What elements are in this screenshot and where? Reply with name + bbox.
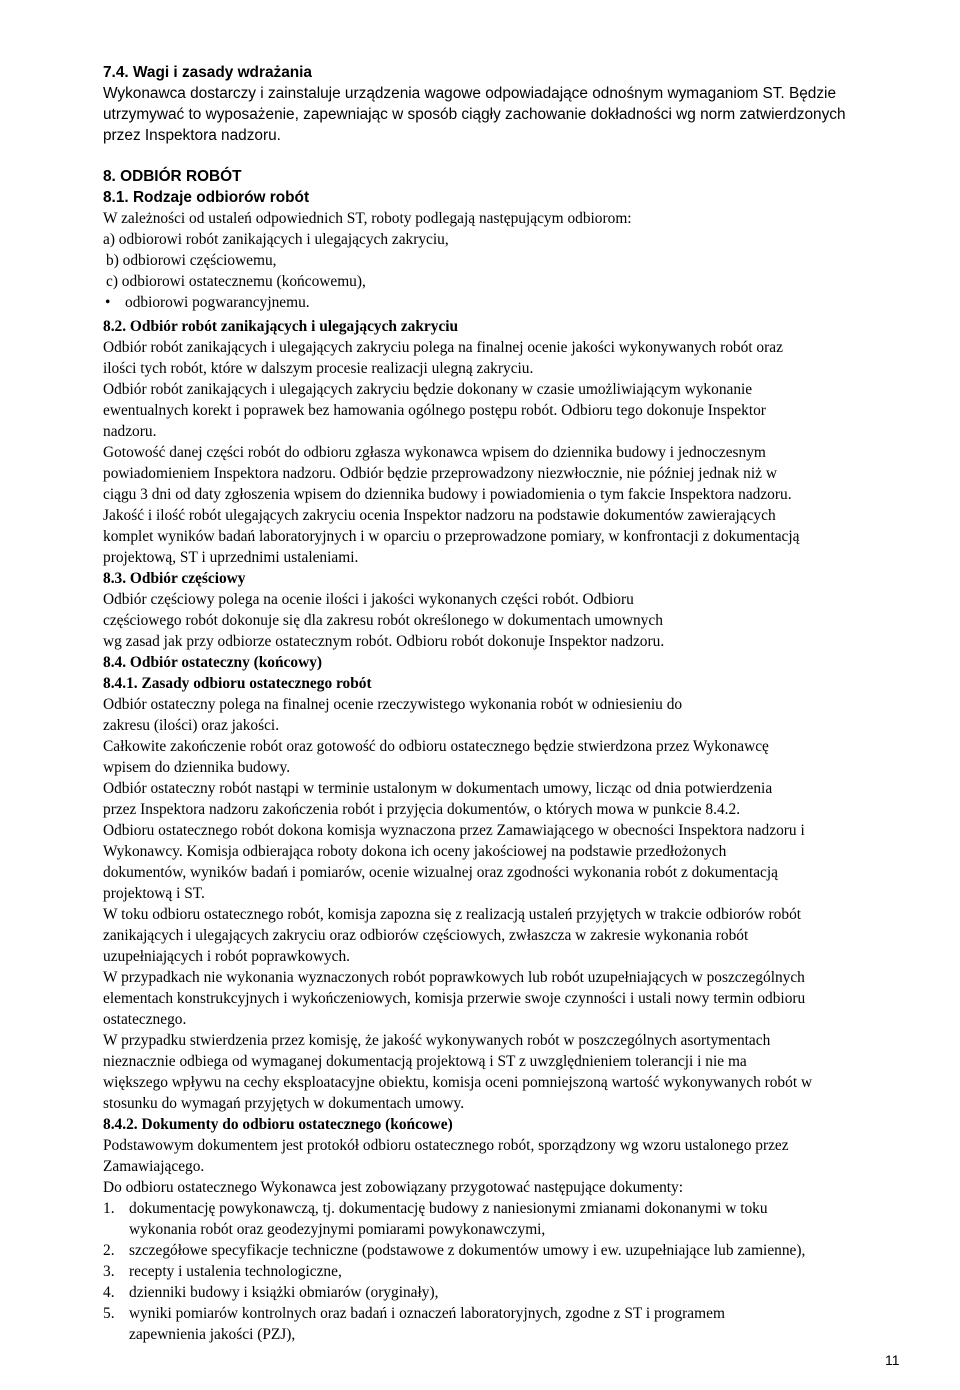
paragraph-line: większego wpływu na cechy eksploatacyjne obiektu, komisja oceni pomniejszoną wartość wykonywanych robót w	[103, 1074, 813, 1091]
paragraph-line: uzupełniających i robót poprawkowych.	[103, 948, 351, 965]
numbered-item-text: wykonania robót oraz geodezyjnymi pomiarami powykonawczymi,	[129, 1221, 546, 1238]
paragraph-line: komplet wyników badań laboratoryjnych i w oparciu o przeprowadzone pomiary, w konfrontacji z dokumentacją	[103, 528, 800, 545]
paragraph-line: Podstawowym dokumentem jest protokół odbioru ostatecznego robót, sporządzony wg wzoru ustalonego przez	[103, 1137, 789, 1154]
paragraph-line: Odbiór robót zanikających i ulegających zakryciu będzie dokonany w czasie umożliwiającym wykonanie	[103, 381, 753, 398]
numbered-item-number: 3.	[103, 1263, 115, 1280]
numbered-item-number: 2.	[103, 1242, 115, 1259]
section-8-title: 8. ODBIÓR ROBÓT	[103, 168, 242, 185]
paragraph-line: Wykonawcy. Komisja odbierająca roboty dokona ich oceny jakościowej na podstawie przedłożonych	[103, 843, 727, 860]
numbered-item-continuation	[103, 1219, 903, 1240]
paragraph-line: Do odbioru ostatecznego Wykonawca jest zobowiązany przygotować następujące dokumenty:	[103, 1179, 684, 1196]
numbered-item-number: 5.	[103, 1305, 115, 1322]
list-item: c) odbiorowi ostatecznemu (końcowemu),	[106, 273, 366, 290]
numbered-item-text: dzienniki budowy i książki obmiarów (oryginały),	[129, 1284, 439, 1301]
numbered-item-number: 4.	[103, 1284, 115, 1301]
numbered-item-number: 1.	[103, 1200, 115, 1217]
numbered-item	[103, 1303, 903, 1324]
numbered-item-continuation	[103, 1324, 903, 1345]
paragraph-line: Gotowość danej części robót do odbioru zgłasza wykonawca wpisem do dziennika budowy i jednoczesnym	[103, 444, 766, 461]
paragraph-line: Jakość i ilość robót ulegających zakryciu ocenia Inspektor nadzoru na podstawie dokumentów zawierających	[103, 507, 776, 524]
paragraph-line: Zamawiającego.	[103, 1158, 205, 1175]
bullet-item-text: odbiorowi pogwarancyjnemu.	[125, 294, 310, 311]
section-8-1-intro: W zależności od ustaleń odpowiednich ST, roboty podlegają następującym odbiorom:	[103, 210, 632, 227]
paragraph-line: ilości tych robót, które w dalszym procesie realizacji ulegną zakryciu.	[103, 360, 534, 377]
list-item: b) odbiorowi częściowemu,	[106, 252, 277, 269]
paragraph-line: wpisem do dziennika budowy.	[103, 759, 291, 776]
paragraph-line: ciągu 3 dni od daty zgłoszenia wpisem do dziennika budowy i powiadomienia o tym fakcie Inspektora nadzoru.	[103, 486, 792, 503]
numbered-item	[103, 1282, 903, 1303]
section-8-4-1	[103, 673, 903, 1114]
paragraph-line: Całkowite zakończenie robót oraz gotowość do odbioru ostatecznego będzie stwierdzona przez Wykonawcę	[103, 738, 769, 755]
paragraph-line: elementach konstrukcyjnych i wykończeniowych, komisja przerwie swoje czynności i ustali nowy termin odbioru	[103, 990, 806, 1007]
paragraph-line: ewentualnych korekt i poprawek bez hamowania ogólnego postępu robót. Odbioru tego dokonuje Inspektor	[103, 402, 766, 419]
section-8-4-1-title: 8.4.1. Zasady odbioru ostatecznego robót	[103, 675, 372, 692]
paragraph-line: Odbioru ostatecznego robót dokona komisja wyznaczona przez Zamawiającego w obecności Inspektora nadzoru i	[103, 822, 805, 839]
paragraph-line: Odbiór ostateczny robót nastąpi w terminie ustalonym w dokumentach umowy, licząc od dnia potwierdzenia	[103, 780, 773, 797]
section-8-4-2	[103, 1114, 903, 1345]
paragraph-line: projektową, ST i uprzednimi ustaleniami.	[103, 549, 359, 566]
paragraph-line: W toku odbioru ostatecznego robót, komisja zapozna się z realizacją ustaleń przyjętych w trakcie odbiorów robót	[103, 906, 802, 923]
bullet-item	[103, 292, 903, 313]
bullet-icon: •	[105, 294, 111, 311]
paragraph-line: dokumentów, wyników badań i pomiarów, ocenie wizualnej oraz zgodności wykonania robót z dokumentacją	[103, 864, 778, 881]
paragraph-line: częściowego robót dokonuje się dla zakresu robót określonego w dokumentach umownych	[103, 612, 663, 629]
paragraph-line: projektową i ST.	[103, 885, 205, 902]
paragraph-line: Odbiór ostateczny polega na finalnej ocenie rzeczywistego wykonania robót w odniesieniu do	[103, 696, 683, 713]
section-8-1-title: 8.1. Rodzaje odbiorów robót	[103, 189, 310, 206]
section-7-4-line: przez Inspektora nadzoru.	[103, 127, 281, 144]
numbered-item	[103, 1240, 903, 1261]
section-7-4-line: utrzymywać to wyposażenie, zapewniając w sposób ciągły zachowanie dokładności wg norm zatwierdzonych	[103, 106, 846, 123]
numbered-item	[103, 1261, 903, 1282]
section-8-2-title: 8.2. Odbiór robót zanikających i ulegających zakryciu	[103, 318, 459, 335]
numbered-item	[103, 1198, 903, 1219]
paragraph-line: nieznacznie odbiega od wymaganej dokumentacją projektową i ST z uwzględnieniem tolerancji i nie ma	[103, 1053, 747, 1070]
paragraph-line: nadzoru.	[103, 423, 157, 440]
numbered-item-text: dokumentację powykonawczą, tj. dokumentację budowy z naniesionymi zmianami dokonanymi w toku	[129, 1200, 768, 1217]
numbered-item-text: recepty i ustalenia technologiczne,	[129, 1263, 342, 1280]
paragraph-line: Odbiór robót zanikających i ulegających zakryciu polega na finalnej ocenie jakości wykonywanych robót oraz	[103, 339, 783, 356]
section-8-4-2-title: 8.4.2. Dokumenty do odbioru ostatecznego (końcowe)	[103, 1116, 453, 1133]
paragraph-line: przez Inspektora nadzoru zakończenia robót i przyjęcia dokumentów, o których mowa w punkcie 8.4.2.	[103, 801, 741, 818]
paragraph-line: wg zasad jak przy odbiorze ostatecznym robót. Odbioru robót dokonuje Inspektor nadzoru.	[103, 633, 665, 650]
section-8-2	[103, 316, 903, 568]
numbered-item-text: szczegółowe specyfikacje techniczne (podstawowe z dokumentów umowy i ew. uzupełniające lub zamienne),	[129, 1242, 806, 1259]
section-8-1	[103, 187, 903, 313]
paragraph-line: zanikających i ulegających zakryciu oraz odbiorów częściowych, zwłaszcza w zakresie wykonania robót	[103, 927, 749, 944]
section-7-4-title: 7.4. Wagi i zasady wdrażania	[103, 64, 312, 81]
page-number: 11	[885, 1352, 900, 1368]
section-8-3-title: 8.3. Odbiór częściowy	[103, 570, 246, 587]
paragraph-line: stosunku do wymagań przyjętych w dokumentach umowy.	[103, 1095, 465, 1112]
numbered-item-text: wyniki pomiarów kontrolnych oraz badań i oznaczeń laboratoryjnych, zgodne z ST i programem	[129, 1305, 725, 1322]
list-item: a) odbiorowi robót zanikających i ulegających zakryciu,	[103, 231, 449, 248]
paragraph-line: Odbiór częściowy polega na ocenie ilości i jakości wykonanych części robót. Odbioru	[103, 591, 634, 608]
paragraph-line: W przypadkach nie wykonania wyznaczonych robót poprawkowych lub robót uzupełniających w poszczególnych	[103, 969, 805, 986]
section-8-3	[103, 568, 903, 652]
numbered-item-text: zapewnienia jakości (PZJ),	[129, 1326, 296, 1343]
section-8-4-title: 8.4. Odbiór ostateczny (końcowy)	[103, 654, 323, 671]
section-8-4	[103, 652, 903, 673]
paragraph-line: ostatecznego.	[103, 1011, 187, 1028]
paragraph-line: W przypadku stwierdzenia przez komisję, że jakość wykonywanych robót w poszczególnych asortymentach	[103, 1032, 771, 1049]
paragraph-line: powiadomieniem Inspektora nadzoru. Odbiór będzie przeprowadzony niezwłocznie, nie później jednak niż w	[103, 465, 777, 482]
section-7-4-line: Wykonawca dostarczy i zainstaluje urządzenia wagowe odpowiadające odnośnym wymaganiom ST. Będzie	[103, 85, 837, 102]
section-7-4	[103, 62, 903, 146]
paragraph-line: zakresu (ilości) oraz jakości.	[103, 717, 280, 734]
